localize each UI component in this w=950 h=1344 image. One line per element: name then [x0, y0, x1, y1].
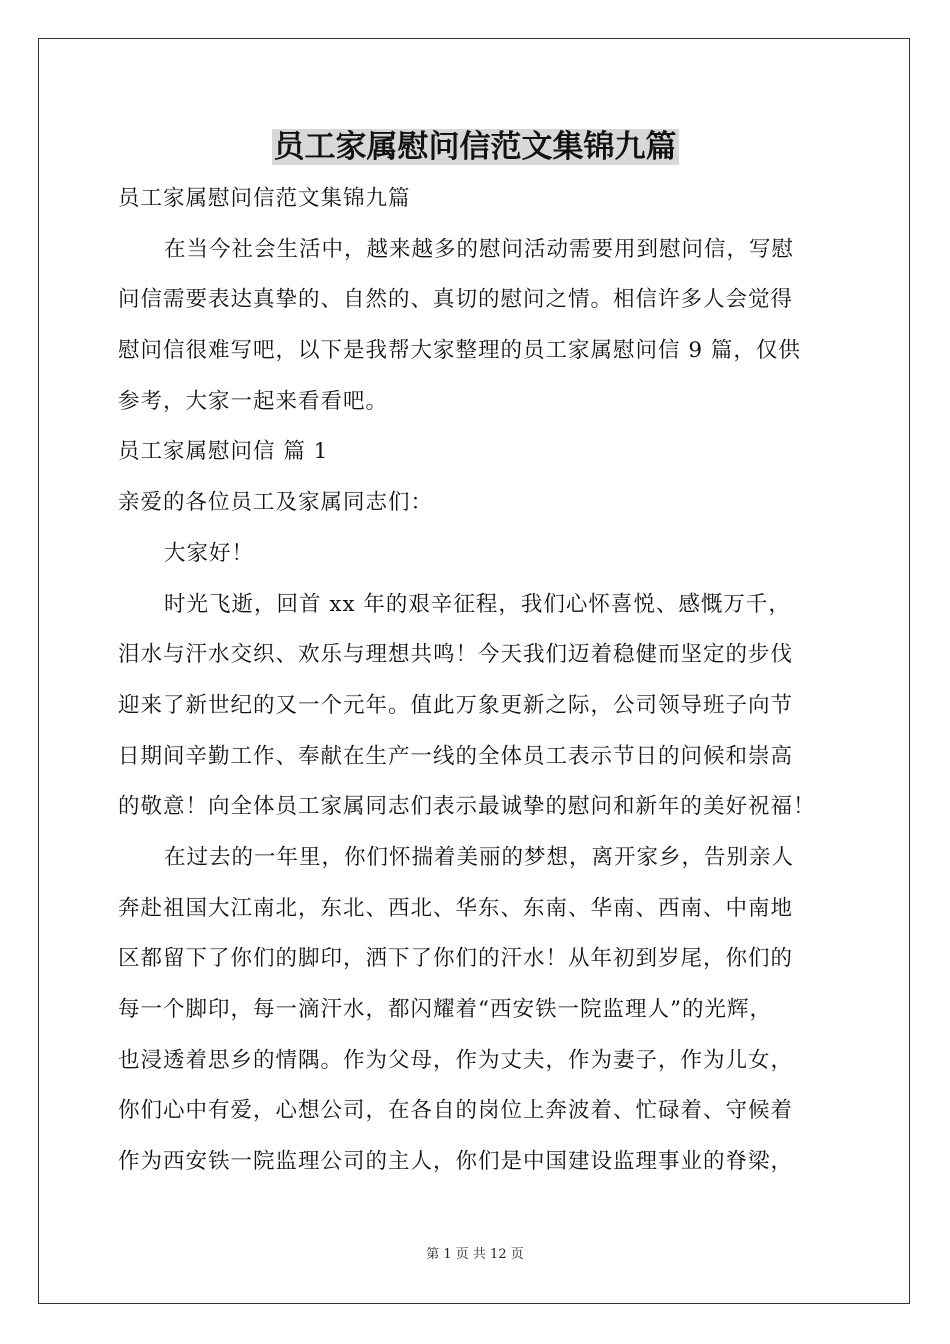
page-number-footer: 第 1 页 共 12 页	[426, 1247, 524, 1262]
paragraph-line: 作为西安铁一院监理公司的主人，你们是中国建设监理事业的脊梁，	[118, 1149, 794, 1175]
section-heading: 员工家属慰问信 篇 1	[118, 439, 329, 465]
paragraph-line: 时光飞逝，回首 xx 年的艰辛征程，我们心怀喜悦、感慨万千，	[164, 591, 791, 617]
salutation-line: 亲爱的各位员工及家属同志们：	[118, 490, 434, 516]
paragraph-line: 奔赴祖国大江南北，东北、西北、华东、东南、华南、西南、中南地	[118, 895, 794, 921]
paragraph-line: 也浸透着思乡的情隅。作为父母，作为丈夫，作为妻子，作为儿女，	[118, 1047, 794, 1073]
intro-line: 慰问信很难写吧，以下是我帮大家整理的员工家属慰问信 9 篇，仅供	[118, 338, 801, 364]
intro-line: 参考，大家一起来看看吧。	[118, 388, 389, 414]
paragraph-line: 迎来了新世纪的又一个元年。值此万象更新之际，公司领导班子向节	[118, 692, 794, 718]
paragraph-line: 在过去的一年里，你们怀揣着美丽的梦想，离开家乡，告别亲人	[164, 844, 795, 870]
document-title	[0, 125, 950, 169]
paragraph-line: 每一个脚印，每一滴汗水，都闪耀着“西安铁一院监理人”的光辉，	[118, 997, 772, 1022]
paragraph-line: 的敬意！向全体员工家属同志们表示最诚挚的慰问和新年的美好祝福！	[118, 794, 816, 820]
greeting-line: 大家好！	[164, 540, 255, 566]
intro-line: 在当今社会生活中，越来越多的慰问活动需要用到慰问信，写慰	[164, 236, 795, 262]
intro-line: 问信需要表达真挚的、自然的、真切的慰问之情。相信许多人会觉得	[118, 287, 794, 313]
paragraph-line: 区都留下了你们的脚印，洒下了你们的汗水！从年初到岁尾，你们的	[118, 946, 794, 972]
subtitle-line: 员工家属慰问信范文集锦九篇	[118, 186, 411, 211]
paragraph-line: 泪水与汗水交织、欢乐与理想共鸣！今天我们迈着稳健而坚定的步伐	[118, 642, 794, 668]
document-body	[118, 174, 838, 1188]
document-title-text: 员工家属慰问信范文集锦九篇	[273, 129, 677, 165]
paragraph-line: 日期间辛勤工作、奉献在生产一线的全体员工表示节日的问候和崇高	[118, 743, 794, 769]
paragraph-line: 你们心中有爱，心想公司，在各自的岗位上奔波着、忙碌着、守候着	[118, 1098, 794, 1124]
